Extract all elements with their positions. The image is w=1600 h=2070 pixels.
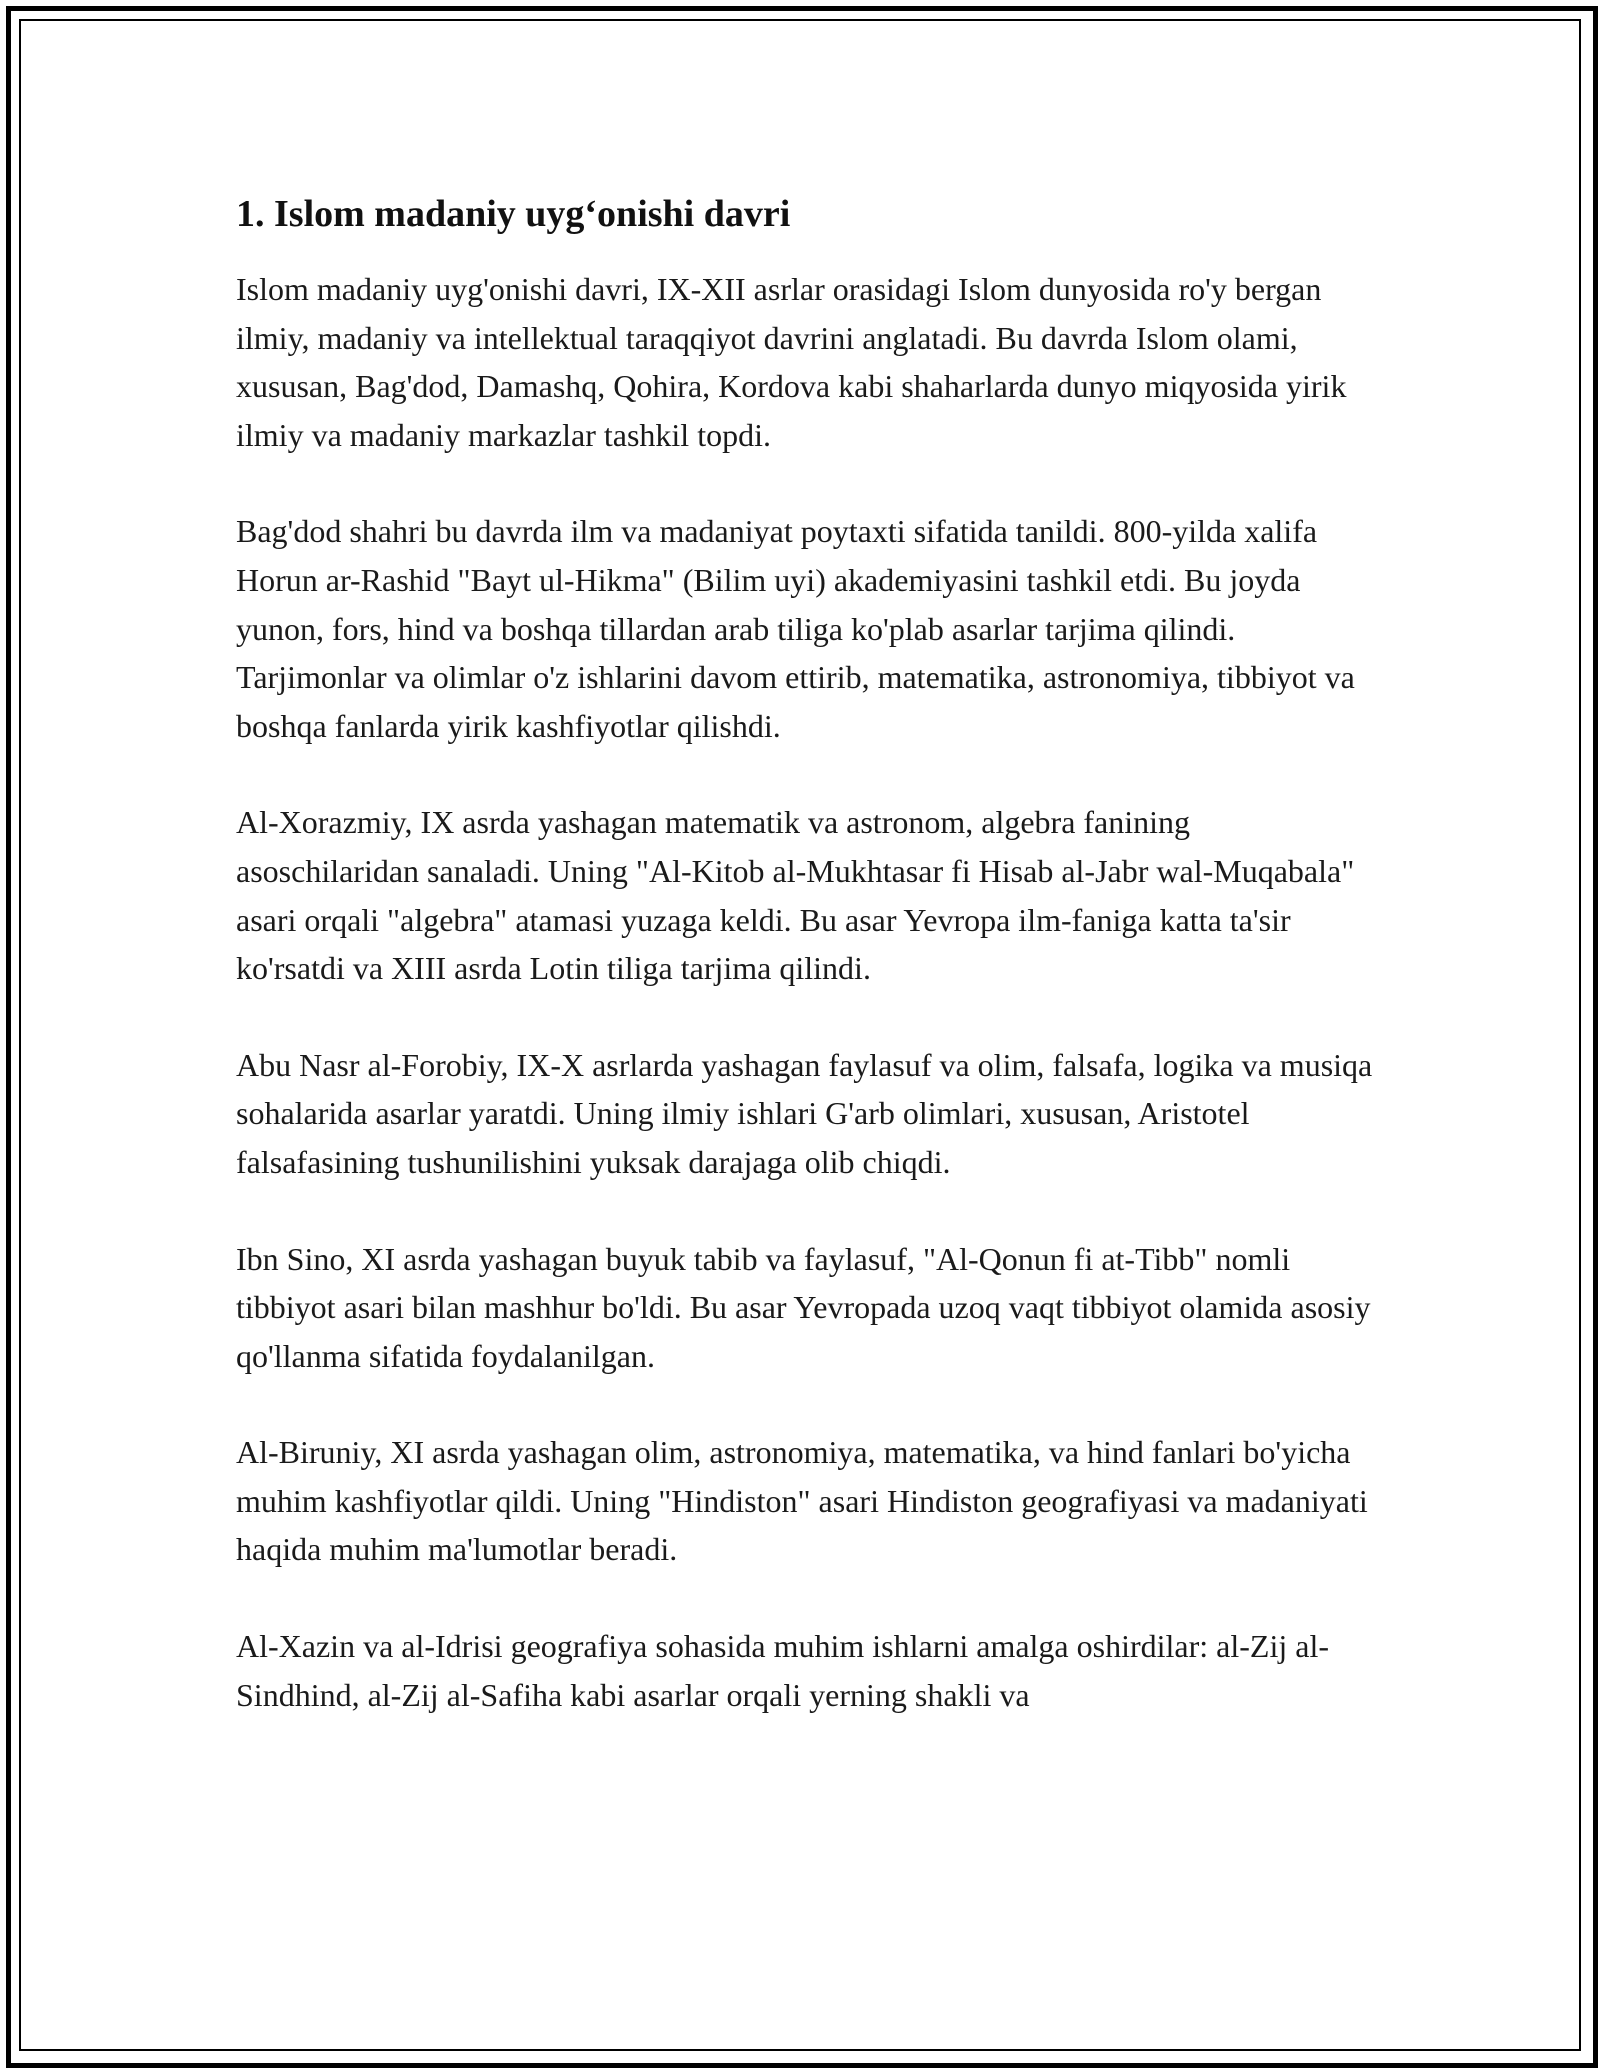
paragraph-baghdad: Bag'dod shahri bu davrda ilm va madaniyat poytaxti sifatida tanildi. 800-yilda xalifa Horun ar-Rashid "Bayt ul-Hikma" (Bilim uyi) akademiyasini tashkil etdi. Bu joyda yunon, fors, hind va boshqa tillardan arab tiliga ko'plab asarlar tarjima qilindi. Tarjimonlar va olimlar o'z ishlarini davom ettirib, matematika, astronomiya, tibbiyot va boshqa fanlarda yirik kashfiyotlar qilishdi. <box>236 513 1355 744</box>
paragraph-al-forobiy: Abu Nasr al-Forobiy, IX-X asrlarda yashagan faylasuf va olim, falsafa, logika va musiqa sohalarida asarlar yaratdi. Uning ilmiy ishlari G'arb olimlari, xususan, Aristotel falsafasining tushunilishini yuksak darajaga olib chiqdi. <box>236 1046 1373 1180</box>
paragraph-al-xazin-al-idrisi: Al-Xazin va al-Idrisi geografiya sohasida muhim ishlarni amalga oshirdilar: al-Zij al-Sindhind, al-Zij al-Safiha kabi asarlar orqali yerning shakli va <box>236 1628 1329 1713</box>
section-heading: 1. Islom madaniy uyg‘onishi davri <box>236 193 791 235</box>
paragraph-al-xorazmiy: Al-Xorazmiy, IX asrda yashagan matematik va astronom, algebra fanining asoschilaridan sanaladi. Uning "Al-Kitob al-Mukhtasar fi Hisab al-Jabr wal-Muqabala" asari orqali "algebra" atamasi yuzaga keldi. Bu asar Yevropa ilm-faniga katta ta'sir ko'rsatdi va XIII asrda Lotin tiliga tarjima qilindi. <box>236 804 1355 987</box>
paragraph-al-biruniy: Al-Biruniy, XI asrda yashagan olim, astronomiya, matematika, va hind fanlari bo'yicha muhim kashfiyotlar qildi. Uning "Hindiston" asari Hindiston geografiyasi va madaniyati haqida muhim ma'lumotlar beradi. <box>236 1434 1368 1568</box>
paragraph-intro: Islom madaniy uyg'onishi davri, IX-XII asrlar orasidagi Islom dunyosida ro'y bergan ilmiy, madaniy va intellektual taraqqiyot davrini anglatadi. Bu davrda Islom olami, xususan, Bag'dod, Damashq, Qohira, Kordova kabi shaharlarda dunyo miqyosida yirik ilmiy va madaniy markazlar tashkil topdi. <box>236 271 1347 453</box>
paragraph-ibn-sino: Ibn Sino, XI asrda yashagan buyuk tabib va faylasuf, "Al-Qonun fi at-Tibb" nomli tibbiyot asari bilan mashhur bo'ldi. Bu asar Yevropada uzoq vaqt tibbiyot olamida asosiy qo'llanma sifatida foydalanilgan. <box>236 1240 1371 1374</box>
document-body <box>236 188 1376 1719</box>
